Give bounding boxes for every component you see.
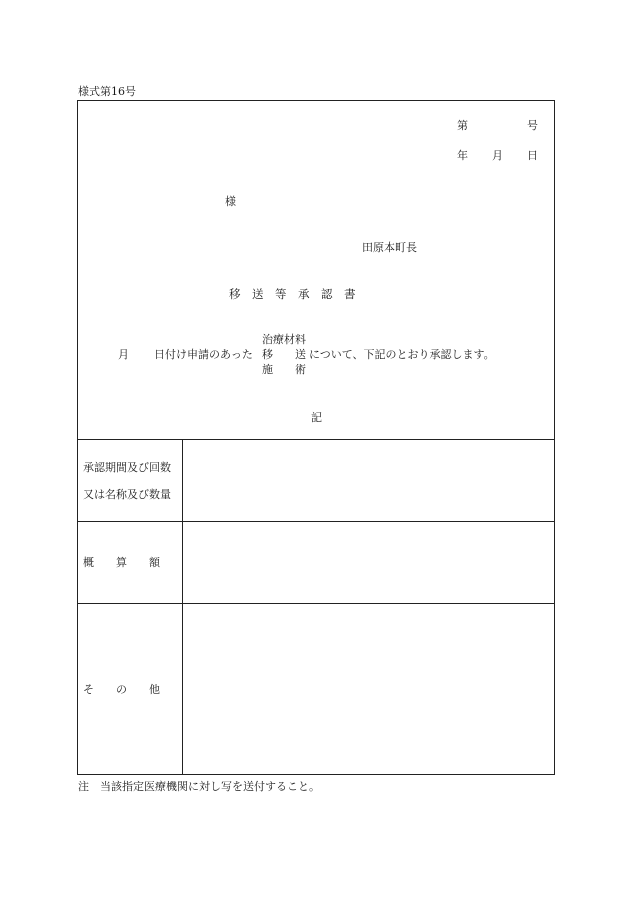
row3-label: そ の 他 — [83, 683, 160, 696]
row1-label-line1: 承認期間及び回数 — [83, 461, 171, 474]
date-month: 月 — [492, 149, 503, 162]
number-prefix: 第 — [457, 119, 468, 132]
issuer: 田原本町長 — [362, 241, 417, 254]
row2-label: 概 算 額 — [83, 556, 160, 569]
form-frame — [77, 100, 555, 775]
date-day: 日 — [527, 149, 538, 162]
divider-row1 — [77, 439, 555, 440]
body-option-transport: 移 送 — [262, 348, 306, 361]
body-option-treatment-material: 治療材料 — [262, 333, 306, 346]
addressee-suffix: 様 — [225, 195, 236, 208]
body-prefix: 日付け申請のあった — [154, 348, 253, 361]
footnote: 注 当該指定医療機関に対し写を送付すること。 — [78, 780, 320, 793]
body-option-treatment: 施 術 — [262, 363, 306, 376]
body-month: 月 — [118, 348, 129, 361]
form-number: 様式第16号 — [78, 85, 136, 98]
date-year: 年 — [457, 149, 468, 162]
row1-label-line2: 又は名称及び数量 — [83, 488, 171, 501]
ki-label: 記 — [311, 411, 322, 424]
document-title: 移 送 等 承 認 書 — [229, 287, 356, 301]
divider-row2 — [77, 521, 555, 522]
body-suffix: について、下記のとおり承認します。 — [309, 348, 495, 361]
column-divider — [182, 439, 183, 775]
divider-row3 — [77, 603, 555, 604]
number-suffix: 号 — [527, 119, 538, 132]
